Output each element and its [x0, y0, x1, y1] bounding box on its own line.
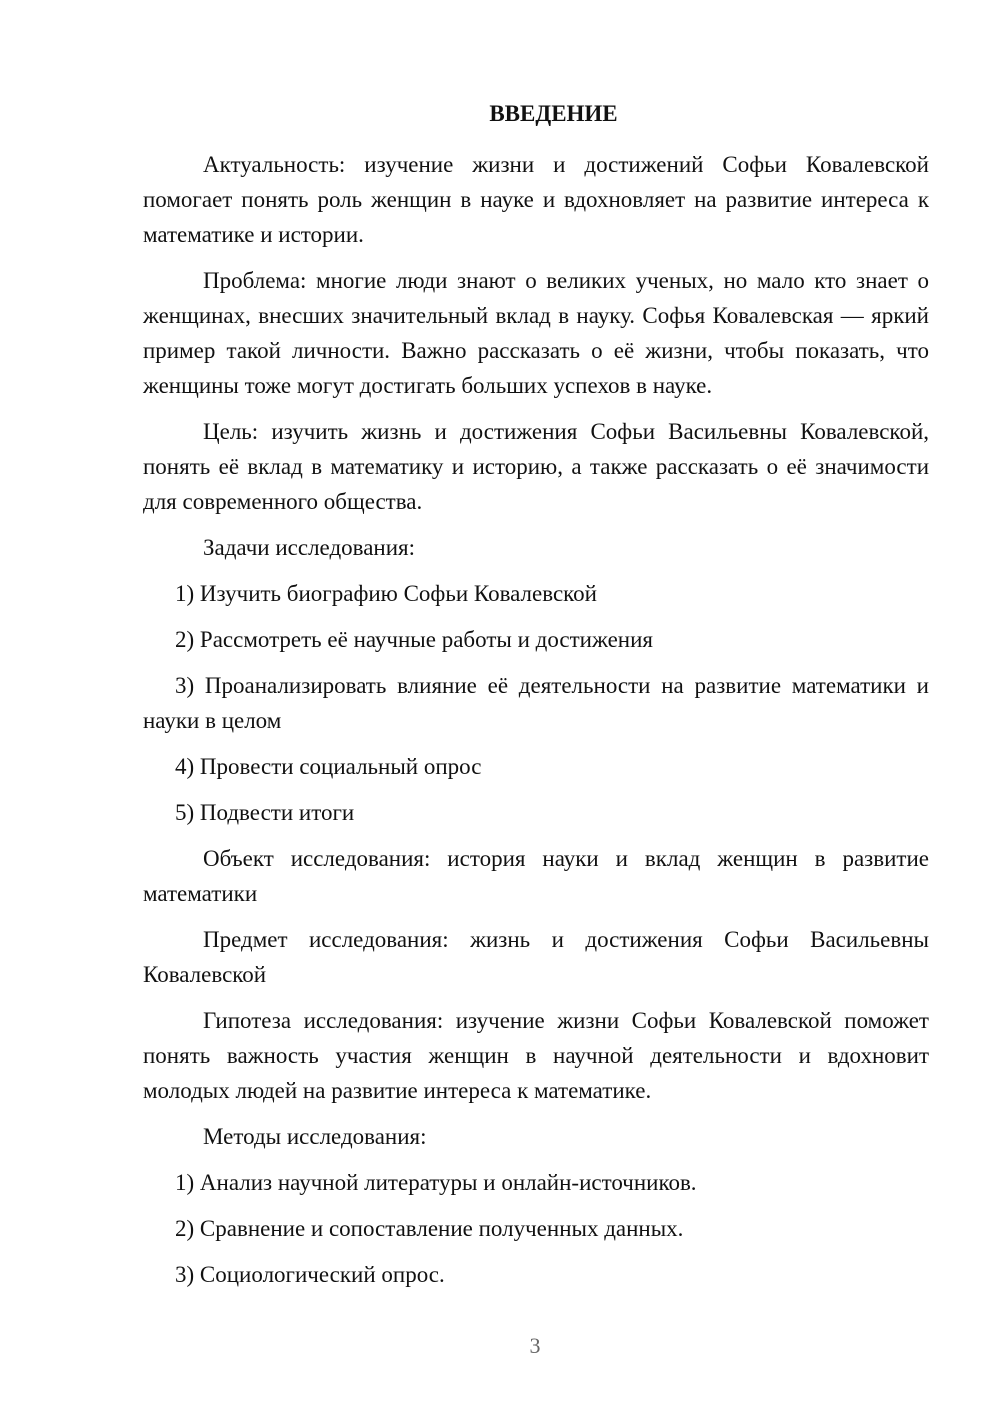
- method-item: 3) Социологический опрос.: [175, 1262, 445, 1287]
- task-item: 1) Изучить биографию Софьи Ковалевской: [175, 581, 597, 606]
- method-item: 2) Сравнение и сопоставление полученных данных.: [175, 1216, 684, 1241]
- subject-paragraph: Предмет исследования: жизнь и достижения Софьи Васильевны Ковалевской: [143, 927, 929, 987]
- goal-paragraph: Цель: изучить жизнь и достижения Софьи Васильевны Ковалевской, понять её вклад в математику и историю, а также рассказать о её значимости для современного общества.: [143, 419, 929, 514]
- method-item: 1) Анализ научной литературы и онлайн-источников.: [175, 1170, 697, 1195]
- hypothesis-paragraph: Гипотеза исследования: изучение жизни Софьи Ковалевской поможет понять важность участия женщин в научной деятельности и вдохновит молодых людей на развитие интереса к математике.: [143, 1008, 929, 1103]
- task-item: 4) Провести социальный опрос: [175, 754, 482, 779]
- methods-label: Методы исследования:: [203, 1124, 427, 1149]
- task-item: 3) Проанализировать влияние её деятельности на развитие математики и науки в целом: [143, 673, 929, 733]
- page-number: 3: [529, 1333, 541, 1358]
- relevance-paragraph: Актуальность: изучение жизни и достижений Софьи Ковалевской помогает понять роль женщин в науке и вдохновляет на развитие интереса к математике и истории.: [143, 152, 929, 247]
- object-paragraph: Объект исследования: история науки и вклад женщин в развитие математики: [143, 846, 929, 906]
- task-item: 2) Рассмотреть её научные работы и достижения: [175, 627, 653, 652]
- problem-paragraph: Проблема: многие люди знают о великих ученых, но мало кто знает о женщинах, внесших значительный вклад в науку. Софья Ковалевская — яркий пример такой личности. Важно рассказать о её жизни, чтобы показать, что женщины тоже могут достигать больших успехов в науке.: [143, 268, 929, 398]
- tasks-label: Задачи исследования:: [203, 535, 416, 560]
- page-content: [143, 96, 929, 1303]
- section-heading: ВВЕДЕНИЕ: [489, 101, 618, 126]
- task-item: 5) Подвести итоги: [175, 800, 355, 825]
